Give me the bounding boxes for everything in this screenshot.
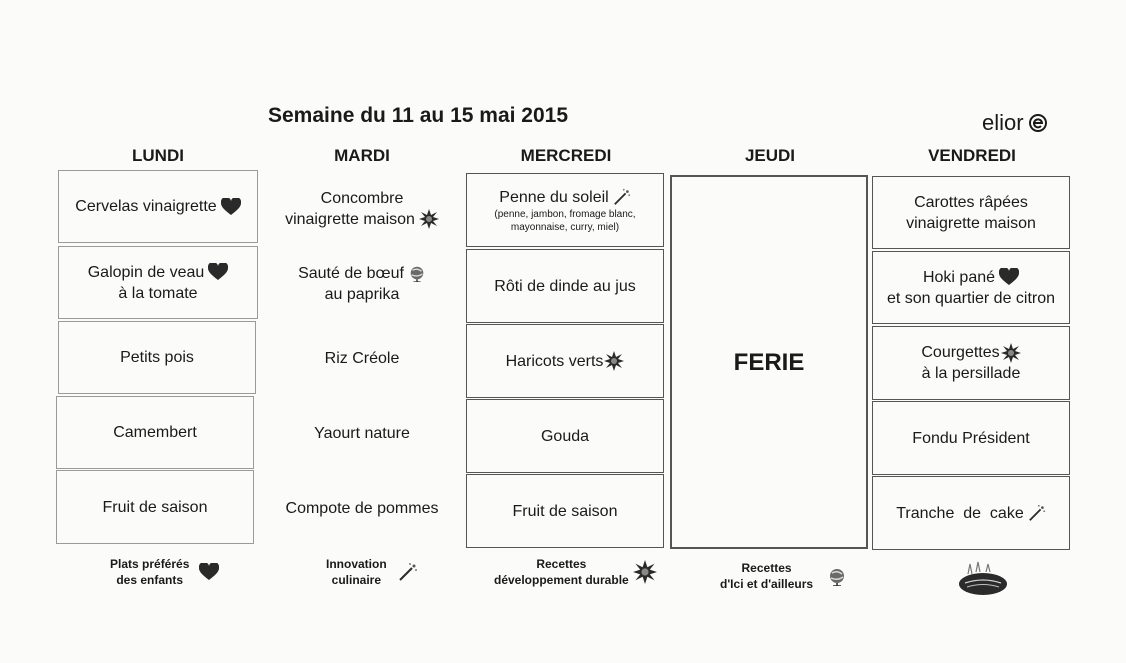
menu-cell-lundi-3 (58, 321, 256, 394)
magic-wand-icon (1028, 504, 1046, 522)
menu-cell-mardi-5 (262, 472, 462, 545)
dish-details-line1: (penne, jambon, fromage blanc, (494, 208, 636, 220)
dish-name: Yaourt nature (314, 425, 410, 442)
dish-name: Courgettes (921, 344, 1000, 361)
menu-cell-vendredi-3 (872, 326, 1070, 400)
legend-label-line2: d'Ici et d'ailleurs (720, 577, 814, 591)
legend-innovation (326, 556, 419, 588)
dish-name: Tranche de cake (896, 504, 1024, 522)
elior-logo-icon (1028, 113, 1048, 133)
day-header-vendredi: VENDREDI (928, 146, 1016, 165)
menu-cell-mercredi-3 (466, 324, 664, 398)
menu-cell-lundi-1 (58, 170, 258, 243)
dish-name: Fruit de saison (102, 498, 208, 516)
dish-name: Concombre (320, 189, 404, 207)
dish-name: Haricots verts (505, 352, 604, 370)
sustainable-star-icon (1001, 343, 1021, 363)
menu-cell-mardi-4 (262, 397, 462, 470)
page-title: Semaine du 11 au 15 mai 2015 (268, 104, 569, 127)
legend-label-line2: développement durable (494, 573, 629, 587)
dish-name-line2: et son quartier de citron (886, 289, 1056, 307)
dish-name-line2: à la tomate (118, 284, 198, 302)
regional-badge-icon (956, 558, 1010, 598)
menu-cell-vendredi-2 (872, 251, 1070, 324)
elior-logo (982, 110, 1048, 136)
dish-name: Carottes râpées (914, 193, 1028, 211)
sustainable-star-icon (604, 351, 624, 371)
globe-icon (408, 264, 426, 282)
dish-name: Rôti de dinde au jus (494, 277, 636, 295)
menu-cell-vendredi-1 (872, 176, 1070, 249)
legend-label: Innovation (326, 557, 387, 571)
dish-name-line2: à la persillade (921, 365, 1021, 382)
menu-cell-vendredi-5 (872, 476, 1070, 550)
menu-cell-lundi-4 (56, 396, 254, 469)
dish-name: Cervelas vinaigrette (75, 198, 217, 215)
dish-name: Petits pois (120, 349, 194, 366)
legend-favorites (110, 556, 219, 588)
heart-icon (221, 198, 241, 216)
day-header-mardi: MARDI (334, 146, 390, 165)
dish-name: Compote de pommes (285, 500, 439, 517)
legend-label-line2: des enfants (116, 573, 184, 587)
menu-cell-mercredi-4 (466, 399, 664, 473)
dish-name-line2: vinaigrette maison (906, 214, 1036, 232)
holiday-label: FERIE (733, 348, 805, 376)
day-header-jeudi: JEUDI (744, 146, 796, 165)
globe-icon (827, 566, 847, 586)
heart-icon (208, 263, 228, 281)
dish-name: Camembert (113, 424, 197, 441)
menu-cell-mercredi-1 (466, 173, 664, 247)
dish-name-line2: au paprika (324, 285, 400, 303)
dish-details-line2: mayonnaise, curry, miel) (510, 221, 620, 233)
dish-name-line2: vinaigrette maison (285, 210, 415, 228)
menu-cell-mardi-3 (262, 322, 462, 395)
menu-cell-mardi-2 (262, 247, 462, 320)
menu-cell-jeudi-holiday (670, 175, 868, 549)
legend-label: Recettes (536, 557, 587, 571)
brand-name: elior (982, 110, 1024, 135)
menu-cell-vendredi-4 (872, 401, 1070, 475)
magic-wand-icon (613, 188, 631, 206)
legend-label-line2: culinaire (331, 573, 382, 587)
magic-wand-icon (397, 562, 419, 582)
dish-name: Sauté de bœuf (298, 264, 404, 282)
legend-sustainable (494, 556, 657, 588)
dish-name: Riz Créole (324, 350, 400, 367)
menu-cell-mercredi-5 (466, 474, 664, 548)
heart-icon (199, 563, 219, 581)
dish-name: Hoki pané (922, 268, 996, 286)
sustainable-star-icon (419, 209, 439, 229)
heart-icon (999, 268, 1019, 286)
menu-cell-mardi-1 (262, 172, 462, 245)
dish-name: Galopin de veau (87, 263, 205, 281)
legend-label: Plats préférés (110, 557, 190, 571)
dish-name: Fondu Président (912, 429, 1030, 447)
day-header-lundi: LUNDI (132, 146, 184, 165)
dish-name: Fruit de saison (512, 502, 618, 520)
menu-cell-mercredi-2 (466, 249, 664, 323)
sustainable-star-icon (633, 560, 657, 584)
menu-cell-lundi-5 (56, 470, 254, 544)
day-header-mercredi: MERCREDI (520, 146, 612, 165)
legend-label: Recettes (741, 561, 792, 575)
dish-name: Penne du soleil (499, 188, 609, 206)
dish-name: Gouda (540, 427, 590, 445)
legend-ici-ailleurs (720, 560, 847, 592)
menu-cell-lundi-2 (58, 246, 258, 319)
